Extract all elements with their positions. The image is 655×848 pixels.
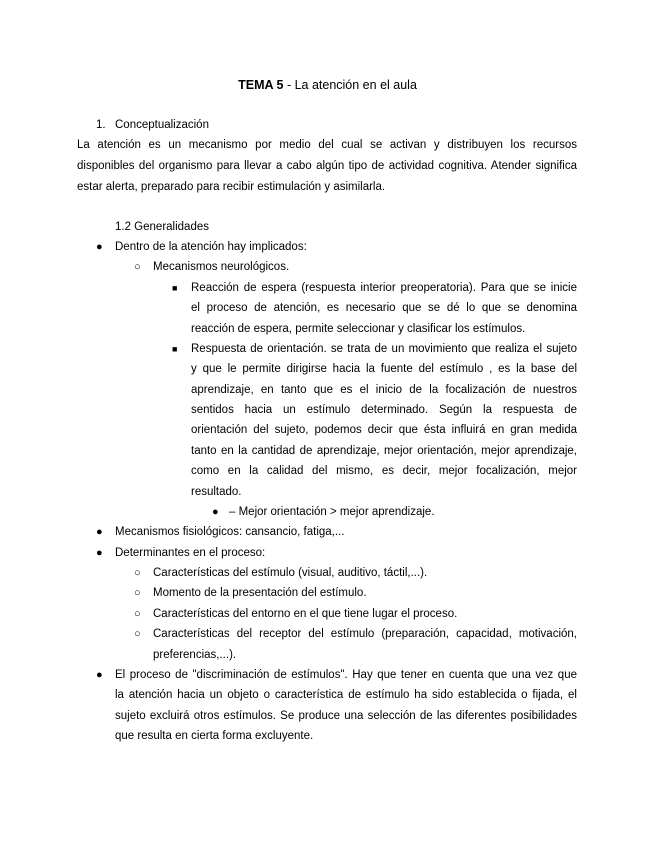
respuesta-line-5: orientación del sujeto, podemos decir que ésta influirá en gran medida	[191, 424, 577, 436]
paragraph-line-2: disponibles del organismo para llevar a cabo algún tipo de actividad cognitiva. Atender significa	[77, 160, 577, 172]
respuesta-line-1: Respuesta de orientación. se trata de un movimiento que realiza el sujeto	[191, 343, 577, 355]
circle-bullet-icon: ○	[134, 608, 141, 620]
circle-bullet-icon: ○	[134, 587, 141, 599]
title-rest: - La atención en el aula	[283, 78, 417, 92]
list-item-estimulo: Características del estímulo (visual, auditivo, táctil,...).	[153, 567, 428, 579]
reaccion-line-2: el proceso de atención, es necesario que se dé lo que se denomina	[191, 302, 577, 314]
respuesta-line-2: y que le permite dirigirse hacia la fuente del estímulo , es la base del	[191, 363, 577, 375]
list-item-implicados: Dentro de la atención hay implicados:	[115, 241, 307, 253]
respuesta-line-7: como en la calidad del mismo, es decir, mejor focalización, mejor	[191, 465, 577, 477]
disc-bullet-icon: ●	[96, 526, 103, 538]
paragraph-line-3: estar alerta, preparado para recibir estimulación y asimilarla.	[77, 181, 386, 193]
circle-bullet-icon: ○	[134, 628, 141, 640]
reaccion-line-3: reacción de espera, permite seleccionar y clasificar los estímulos.	[191, 323, 526, 335]
discriminacion-line-2: la atención hacia un objeto o característica de estímulo ha sido establecida o fijada, el	[115, 689, 577, 701]
discriminacion-line-1: El proceso de "discriminación de estímulos". Hay que tener en cuenta que una vez que	[115, 669, 577, 681]
list-item-determinantes: Determinantes en el proceso:	[115, 547, 266, 559]
discriminacion-line-3: sujeto excluirá otros estímulos. Se produce una selección de las diferentes posibilidades	[115, 710, 577, 722]
page-title	[0, 78, 655, 93]
list-item-entorno: Características del entorno en el que tiene lugar el proceso.	[153, 608, 458, 620]
paragraph-line-1: La atención es un mecanismo por medio del cual se activan y distribuyen los recursos	[77, 139, 577, 151]
disc-bullet-icon: ●	[96, 669, 103, 681]
respuesta-line-8: resultado.	[191, 486, 242, 498]
disc-bullet-icon: ●	[96, 547, 103, 559]
square-bullet-icon: ■	[172, 344, 178, 354]
section-1-number: 1.	[96, 119, 106, 131]
disc-bullet-icon: ●	[96, 241, 103, 253]
list-item-momento: Momento de la presentación del estímulo.	[153, 587, 367, 599]
list-item-fisiologicos: Mecanismos fisiológicos: cansancio, fatiga,...	[115, 526, 345, 538]
respuesta-line-4: sentidos hacia un estímulo determinado. Según la respuesta de	[191, 404, 577, 416]
title-bold: TEMA 5	[238, 78, 284, 92]
list-item-neurologicos: Mecanismos neurológicos.	[153, 261, 290, 273]
disc-bullet-icon: ●	[212, 506, 219, 518]
receptor-line-1: Características del receptor del estímulo (preparación, capacidad, motivación,	[153, 628, 577, 640]
square-bullet-icon: ■	[172, 283, 178, 293]
respuesta-line-6: tanto en la cantidad de aprendizaje, mejor orientación, mejor aprendizaje,	[191, 445, 577, 457]
list-item-mejor-orientacion: – Mejor orientación > mejor aprendizaje.	[229, 506, 435, 518]
section-1-2-heading: 1.2 Generalidades	[115, 221, 209, 233]
section-1-heading: Conceptualización	[115, 119, 209, 131]
circle-bullet-icon: ○	[134, 261, 141, 273]
receptor-line-2: preferencias,...).	[153, 649, 237, 661]
reaccion-line-1: Reacción de espera (respuesta interior preoperatoria). Para que se inicie	[191, 282, 577, 294]
circle-bullet-icon: ○	[134, 567, 141, 579]
respuesta-line-3: aprendizaje, en tanto que es el inicio de la focalización de nuestros	[191, 384, 577, 396]
discriminacion-line-4: que resulta en cierta forma excluyente.	[115, 730, 314, 742]
